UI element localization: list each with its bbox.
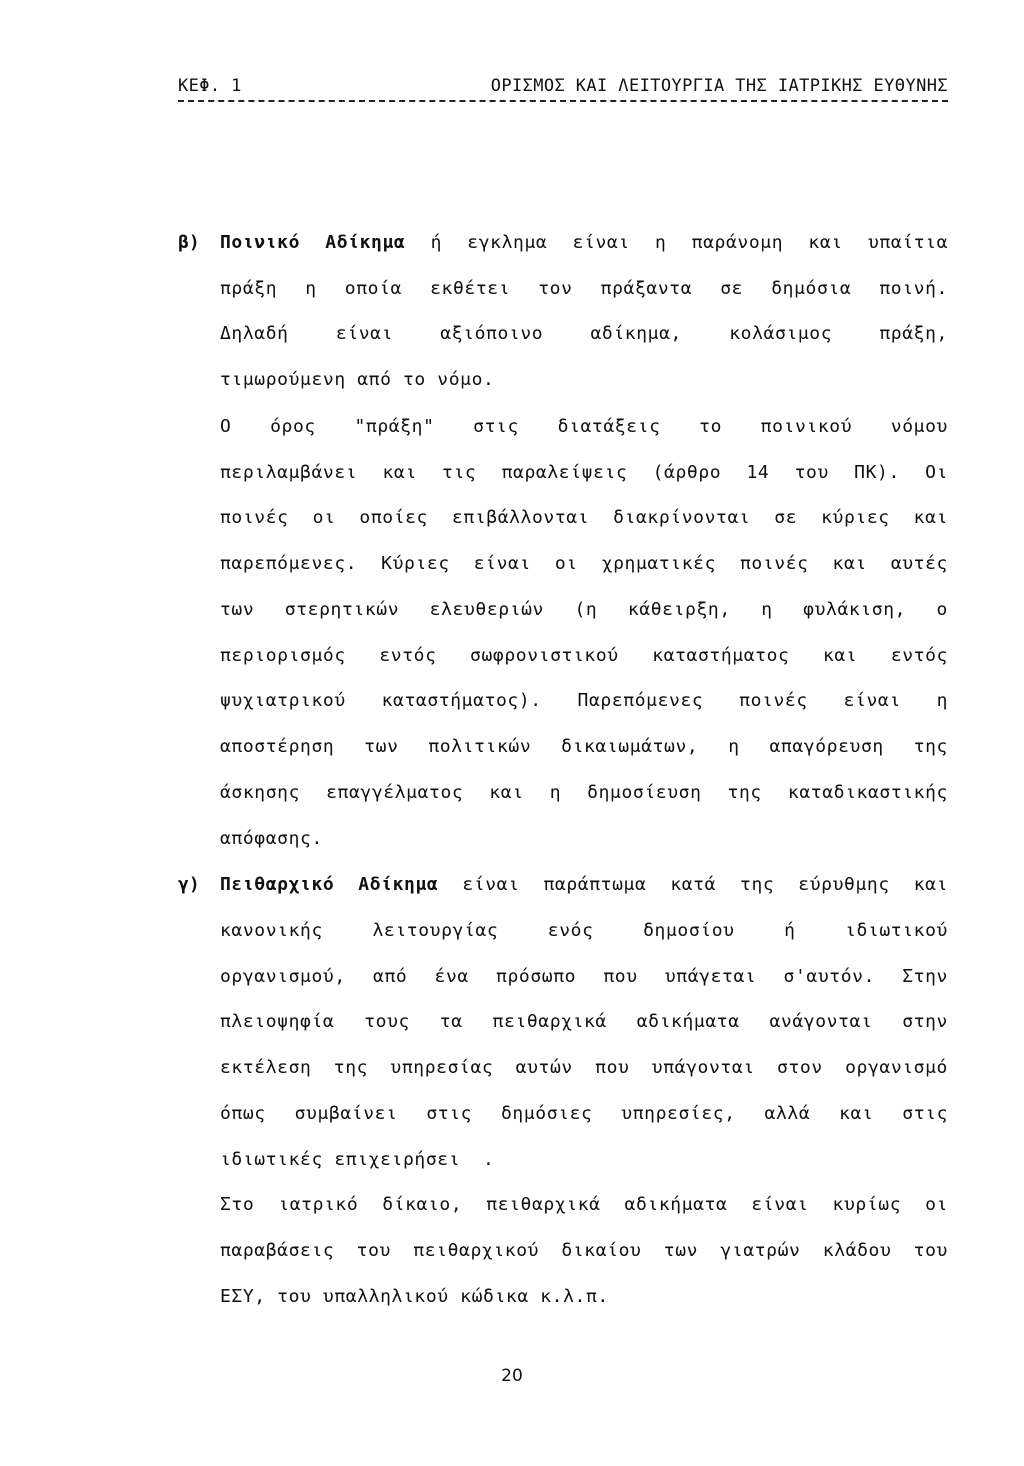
page-number: 20 [501, 1366, 523, 1386]
section-c-term: Πειθαρχικό Αδίκημα [220, 874, 439, 895]
section-b-line-10: περιορισμός εντός σωφρονιστικού καταστήματος και εντός [220, 645, 948, 666]
header-rule [178, 100, 948, 102]
section-c-line-8: Στο ιατρικό δίκαιο, πειθαρχικά αδικήματα είναι κυρίως οι [220, 1194, 948, 1215]
section-c-line-1: Πειθαρχικό Αδίκημα είναι παράπτωμα κατά της εύρυθμης και [220, 874, 949, 895]
section-c-line-3: οργανισμού, από ένα πρόσωπο που υπάγεται σ'αυτόν. Στην [220, 966, 948, 987]
section-b-line-13: άσκησης επαγγέλματος και η δημοσίευση της καταδικαστικής [220, 782, 948, 803]
section-b-line-12: αποστέρηση των πολιτικών δικαιωμάτων, η απαγόρευση της [220, 736, 948, 757]
section-b-line-11: ψυχιατρικού καταστήματος). Παρεπόμενες ποινές είναι η [220, 690, 948, 711]
section-b-line-8: παρεπόμενες. Κύριες είναι οι χρηματικές ποινές και αυτές [220, 553, 948, 574]
section-c-line-5: εκτέλεση της υπηρεσίας αυτών που υπάγονται στον οργανισμό [220, 1057, 948, 1078]
section-b-line-9: των στερητικών ελευθεριών (η κάθειρξη, η φυλάκιση, ο [220, 599, 948, 620]
section-c-line-2: κανονικής λειτουργίας ενός δημοσίου ή ιδιωτικού [220, 920, 948, 941]
section-b-term: Ποινικό Αδίκημα [220, 232, 406, 253]
section-b-line-1: Ποινικό Αδίκημα ή εγκλημα είναι η παράνομη και υπαίτια [220, 232, 949, 253]
section-c-line-6: όπως συμβαίνει στις δημόσιες υπηρεσίες, αλλά και στις [220, 1103, 948, 1124]
section-b-line-6: περιλαμβάνει και τις παραλείψεις (άρθρο 14 του ΠΚ). Οι [220, 462, 948, 483]
section-c-marker: γ) [178, 874, 200, 895]
section-b-line-3: Δηλαδή είναι αξιόποινο αδίκημα, κολάσιμος πράξη, [220, 323, 948, 344]
chapter-title: ΟΡΙΣΜΟΣ ΚΑΙ ΛΕΙΤΟΥΡΓΙΑ ΤΗΣ ΙΑΤΡΙΚΗΣ ΕΥΘΥΝΗΣ [490, 76, 948, 96]
section-b-line-2: πράξη η οποία εκθέτει τον πράξαντα σε δημόσια ποινή. [220, 278, 948, 299]
section-b-line-14: απόφασης. [220, 828, 323, 849]
section-c-line-9: παραβάσεις του πειθαρχικού δικαίου των γιατρών κλάδου του [220, 1240, 948, 1261]
chapter-label: ΚΕΦ. 1 [178, 76, 242, 96]
section-c-line-10: ΕΣΥ, του υπαλληλικού κώδικα κ.λ.π. [220, 1286, 609, 1307]
section-b-line-7: ποινές οι οποίες επιβάλλονται διακρίνονται σε κύριες και [220, 507, 948, 528]
section-b-line-5: Ο όρος "πράξη" στις διατάξεις το ποινικού νόμου [220, 416, 948, 437]
section-b-marker: β) [178, 232, 200, 253]
section-b-line-4: τιμωρούμενη από το νόμο. [220, 369, 495, 390]
section-c-line-7: ιδιωτικές επιχειρήσει . [220, 1149, 495, 1170]
section-c-line-4: πλειοψηφία τους τα πειθαρχικά αδικήματα ανάγονται στην [220, 1011, 948, 1032]
